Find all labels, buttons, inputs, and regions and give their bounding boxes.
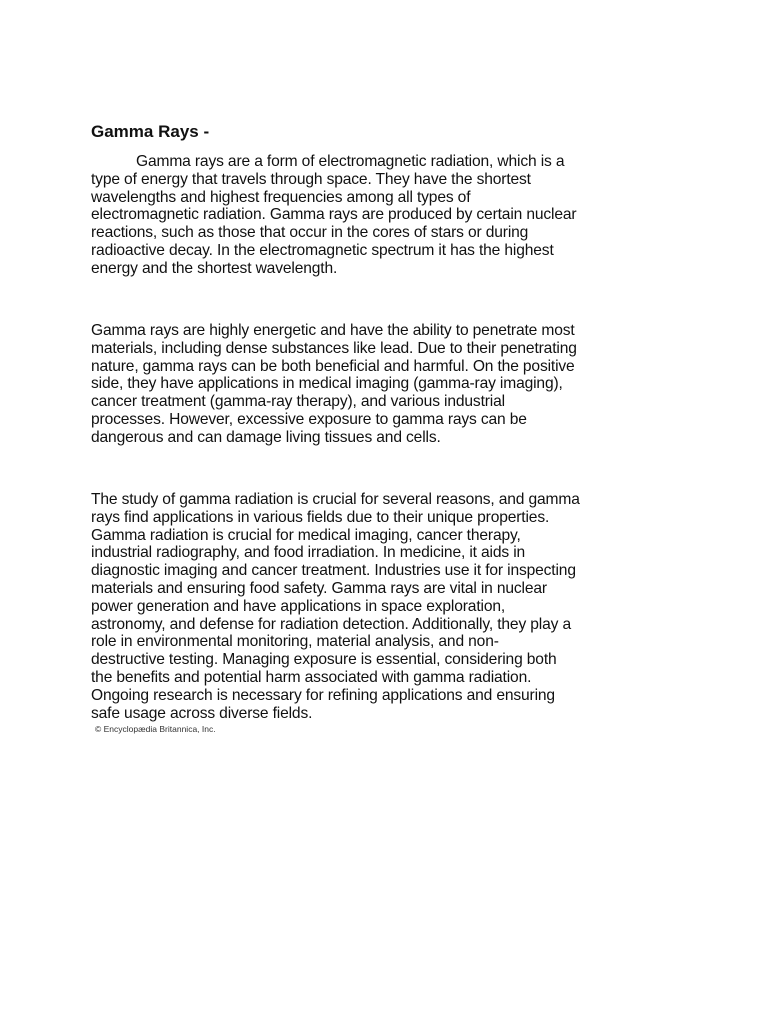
paragraph-1 [91, 153, 691, 278]
paragraph-line: Gamma radiation is crucial for medical imaging, cancer therapy, [91, 526, 521, 544]
paragraph-line: industrial radiography, and food irradiation. In medicine, it aids in [91, 544, 526, 562]
paragraph-line: Gamma rays are a form of electromagnetic radiation, which is a [136, 153, 565, 170]
paragraph-line: cancer treatment (gamma-ray therapy), and various industrial [91, 393, 505, 411]
paragraph-line: destructive testing. Managing exposure is essential, considering both [91, 651, 557, 669]
paragraph-line: type of energy that travels through space. They have the shortest [91, 170, 531, 188]
document-title: Gamma Rays - [91, 122, 210, 141]
paragraph-line: nature, gamma rays can be both beneficial and harmful. On the positive [91, 357, 575, 375]
paragraph-line: power generation and have applications in space exploration, [91, 597, 506, 615]
paragraph-line: reactions, such as those that occur in the cores of stars or during [91, 224, 529, 242]
paragraph-3 [91, 491, 691, 722]
paragraph-line: role in environmental monitoring, material analysis, and non- [91, 633, 499, 651]
image-credit: © Encyclopædia Britannica, Inc. [95, 724, 216, 734]
paragraph-line: wavelengths and highest frequencies among all types of [91, 188, 471, 206]
paragraph-line: energy and the shortest wavelength. [91, 259, 338, 277]
paragraph-line: processes. However, excessive exposure to gamma rays can be [91, 410, 527, 428]
paragraph-line: safe usage across diverse fields. [91, 704, 313, 722]
paragraph-line: The study of gamma radiation is crucial for several reasons, and gamma [91, 491, 580, 508]
paragraph-line: astronomy, and defense for radiation detection. Additionally, they play a [91, 615, 571, 633]
paragraph-line: side, they have applications in medical imaging (gamma-ray imaging), [91, 375, 563, 393]
paragraph-line: dangerous and can damage living tissues and cells. [91, 428, 441, 446]
paragraph-line: radioactive decay. In the electromagnetic spectrum it has the highest [91, 241, 554, 259]
paragraph-line: diagnostic imaging and cancer treatment. Industries use it for inspecting [91, 562, 576, 580]
paragraph-line: rays find applications in various fields due to their unique properties. [91, 508, 550, 526]
paragraph-line: materials and ensuring food safety. Gamma rays are vital in nuclear [91, 579, 547, 597]
paragraph-line: Gamma rays are highly energetic and have the ability to penetrate most [91, 322, 575, 339]
paragraph-line: Ongoing research is necessary for refining applications and ensuring [91, 686, 555, 704]
paragraph-2 [91, 322, 691, 447]
paragraph-line: materials, including dense substances like lead. Due to their penetrating [91, 339, 577, 357]
paragraph-line: the benefits and potential harm associated with gamma radiation. [91, 668, 532, 686]
paragraph-line: electromagnetic radiation. Gamma rays are produced by certain nuclear [91, 206, 577, 224]
